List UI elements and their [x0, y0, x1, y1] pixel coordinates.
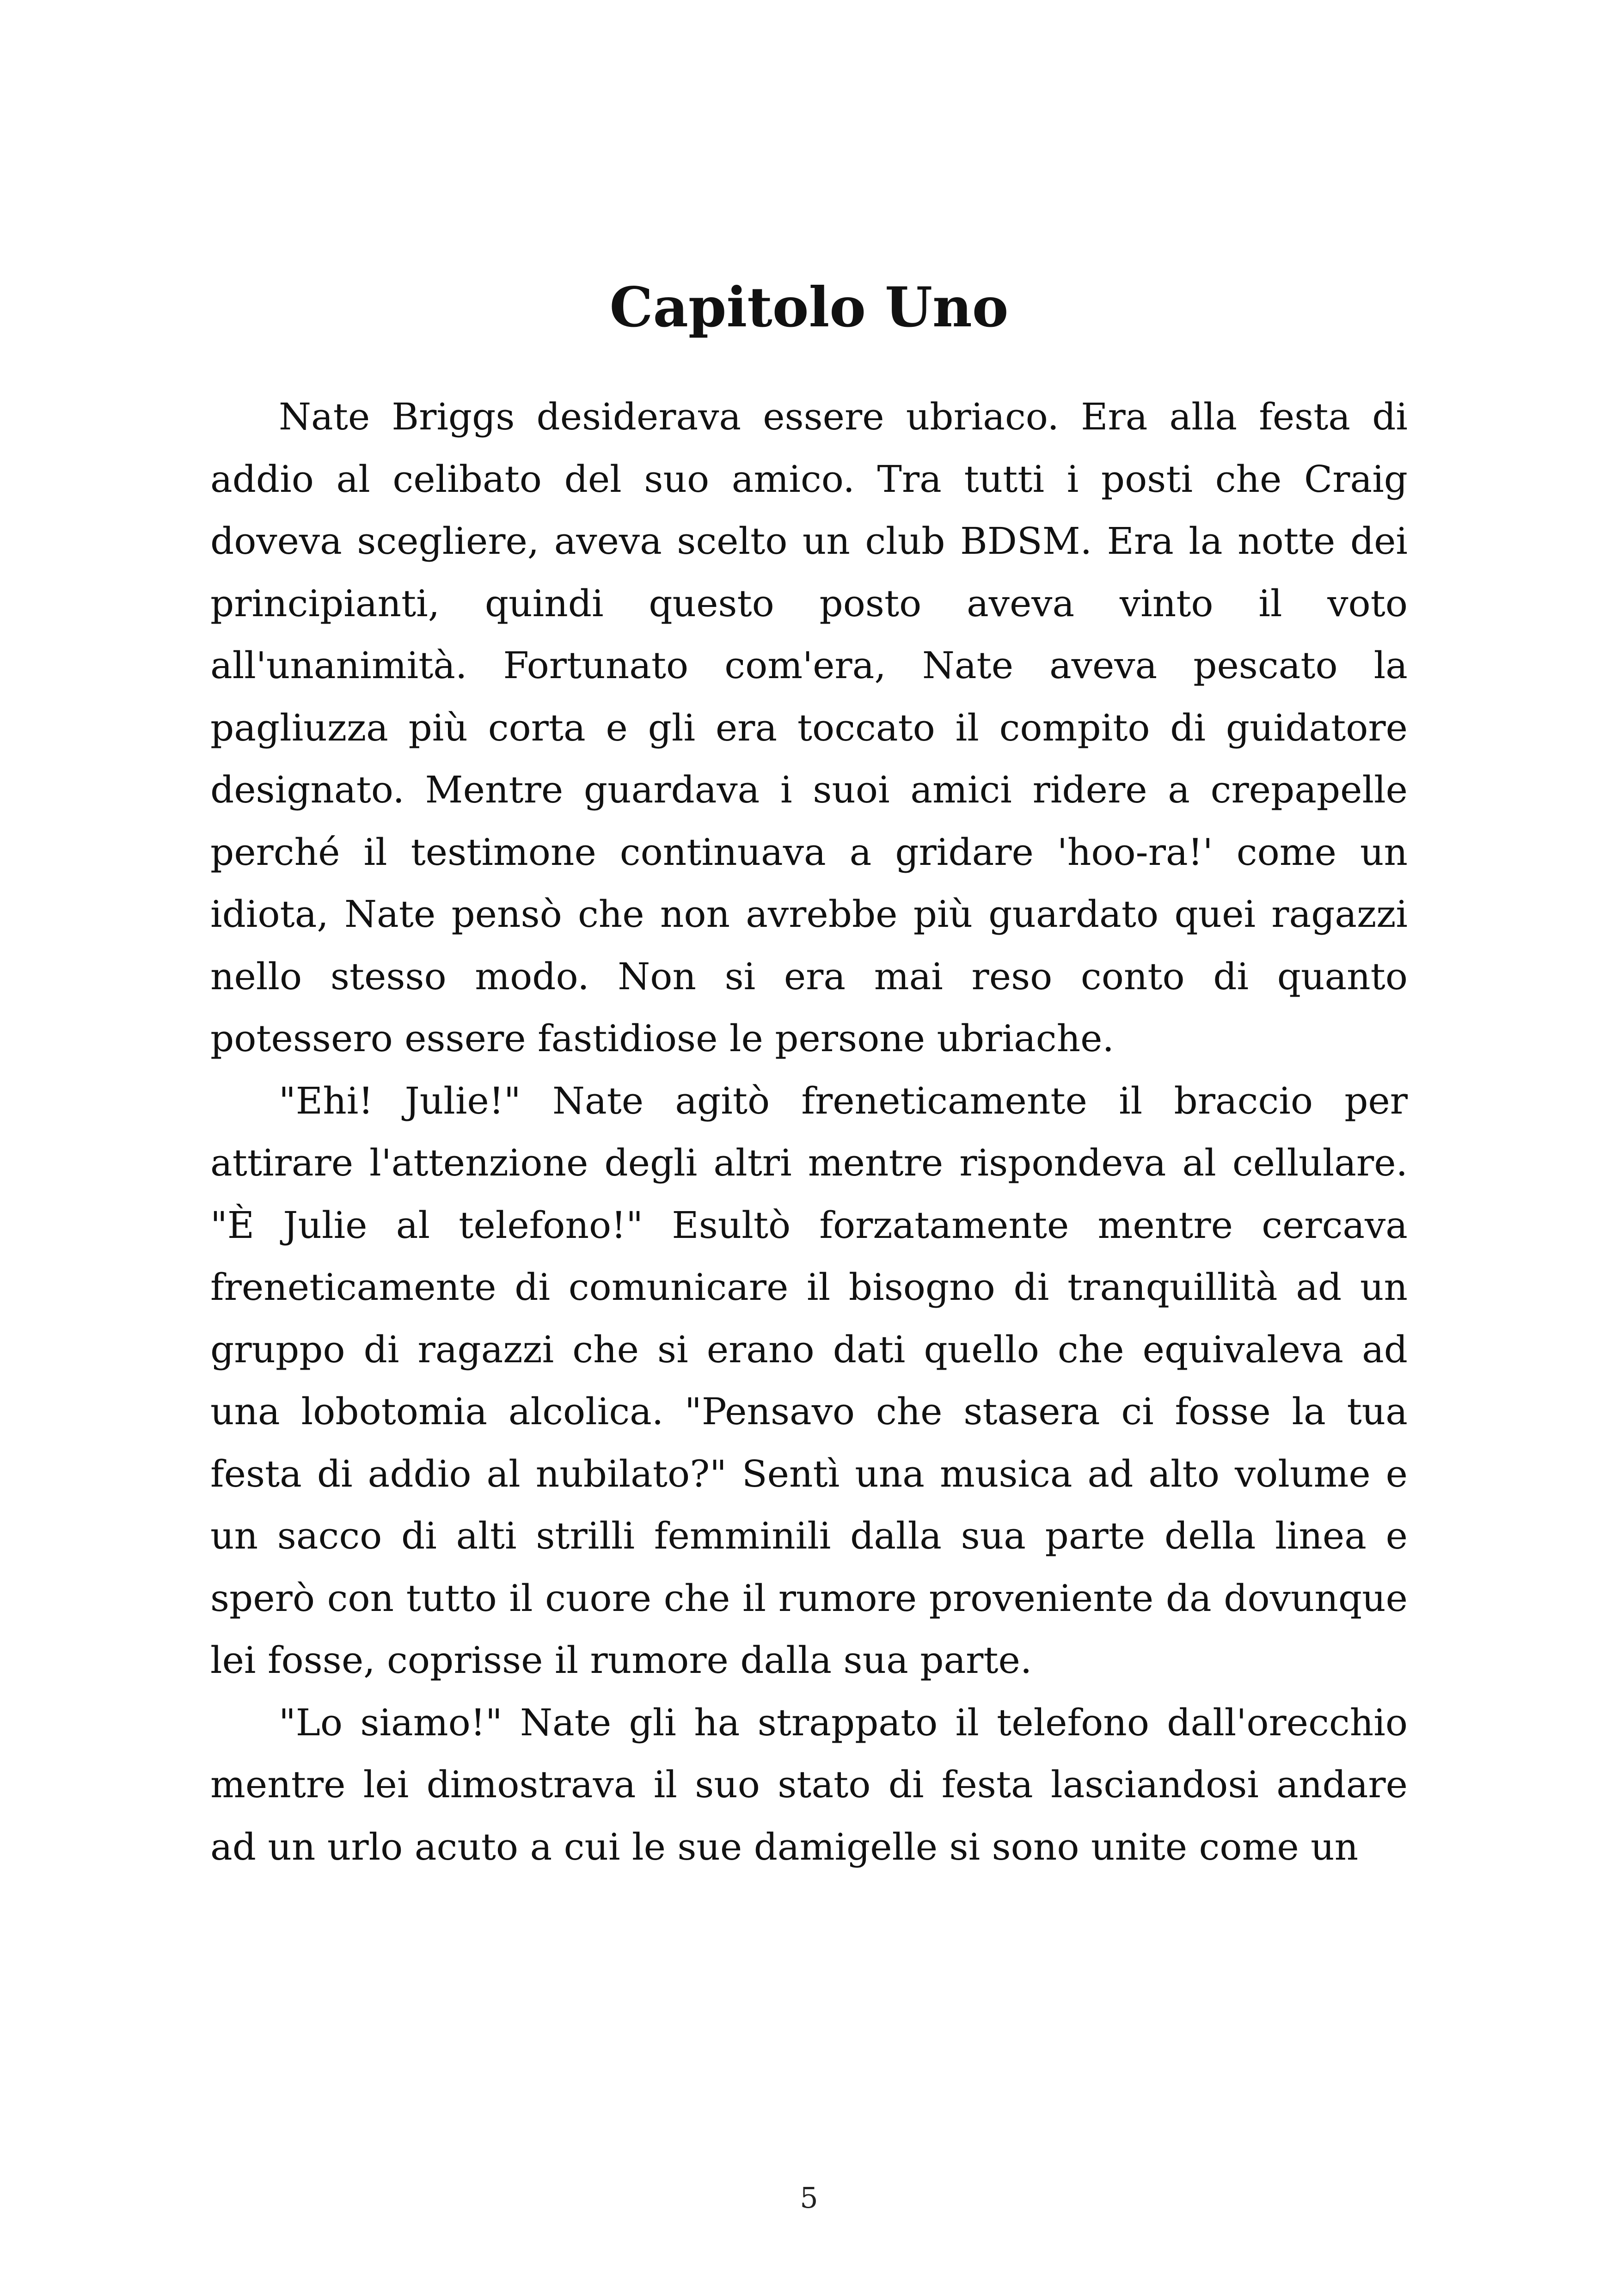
chapter-body [210, 386, 1408, 1878]
chapter-title: Capitolo Uno [609, 275, 1009, 339]
page-number: 5 [800, 2181, 818, 2215]
paragraph-2: "Ehi! Julie!" Nate agitò freneticamente il braccio per attirare l'attenzione degli altri mentre rispondeva al cellulare. "È Julie al telefono!" Esultò forzatamente mentre cercava freneticamente di comunicare il bisogno di tranquillità ad un gruppo di ragazzi che si erano dati quello che equivaleva ad una lobotomia alcolica. "Pensavo che stasera ci fosse la tua festa di addio al nubilato?" Sentì una musica ad alto volume e un sacco di alti strilli femminili dalla sua parte della linea e sperò con tutto il cuore che il rumore proveniente da dovunque lei fosse, coprisse il rumore dalla sua parte. [210, 1079, 1408, 1682]
paragraph-1: Nate Briggs desiderava essere ubriaco. Era alla festa di addio al celibato del suo amico. Tra tutti i posti che Craig doveva scegliere, aveva scelto un club BDSM. Era la notte dei principianti, quindi questo posto aveva vinto il voto all'unanimità. Fortunato com'era, Nate aveva pescato la pagliuzza più corta e gli era toccato il compito di guidatore designato. Mentre guardava i suoi amici ridere a crepapelle perché il testimone continuava a gridare 'hoo-ra!' come un idiota, Nate pensò che non avrebbe più guardato quei ragazzi nello stesso modo. Non si era mai reso conto di quanto potessero essere fastidiose le persone ubriache. [210, 395, 1408, 1060]
paragraph-3: "Lo siamo!" Nate gli ha strappato il telefono dall'orecchio mentre lei dimostrava il suo stato di festa lasciandosi andare ad un urlo acuto a cui le sue damigelle si sono unite come un [210, 1701, 1408, 1868]
